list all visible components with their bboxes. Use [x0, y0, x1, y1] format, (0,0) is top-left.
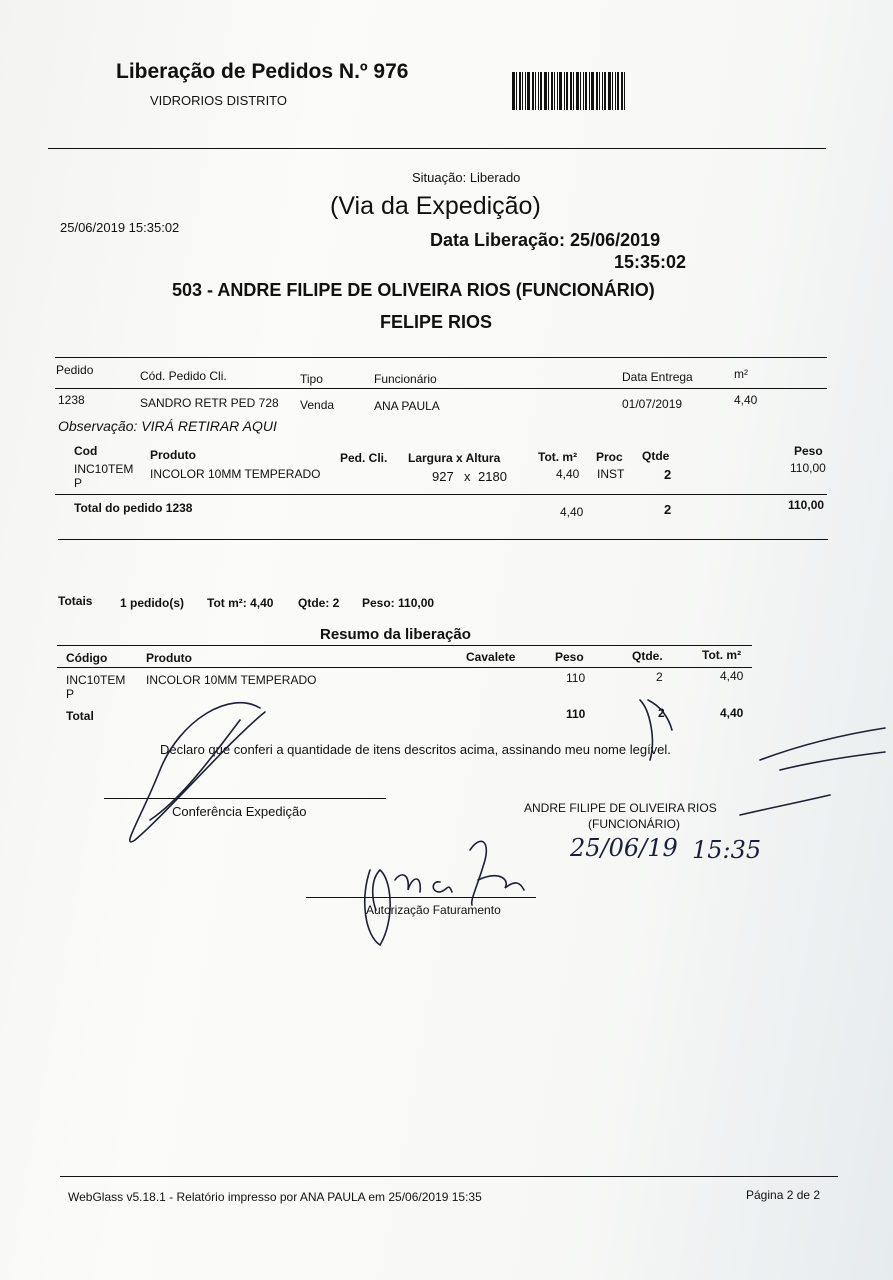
barcode-bar — [566, 72, 568, 110]
barcode-bar — [535, 72, 536, 110]
barcode-bar — [608, 72, 611, 110]
barcode — [512, 72, 628, 110]
summary-codigo: INC10TEM — [66, 673, 126, 687]
barcode-bar — [604, 72, 606, 110]
barcode-bar — [522, 72, 523, 110]
totals-label: Totais — [58, 594, 93, 608]
barcode-bar — [525, 72, 526, 110]
summary-total-totm2: 4,40 — [720, 706, 744, 720]
barcode-bar — [576, 72, 579, 110]
summary-header-divider — [57, 667, 752, 668]
signature-client-name: ANDRE FILIPE DE OLIVEIRA RIOS — [524, 801, 717, 815]
summary-codigo-cont: P — [66, 687, 75, 701]
conferencia-label: Conferência Expedição — [172, 804, 307, 819]
data-entrega-value: 01/07/2019 — [622, 397, 683, 411]
totals-m2: Tot m²: 4,40 — [207, 596, 274, 610]
item-peso: 110,00 — [790, 461, 826, 475]
barcode-bar — [612, 72, 613, 110]
cod-cli-label: Cód. Pedido Cli. — [140, 369, 227, 383]
barcode-bar — [573, 72, 574, 110]
printed-timestamp: 25/06/2019 15:35:02 — [60, 220, 180, 235]
barcode-bar — [527, 72, 530, 110]
summary-peso-header: Peso — [555, 650, 584, 664]
tipo-value: Venda — [300, 398, 335, 412]
item-cod: INC10TEM — [74, 462, 134, 476]
summary-top-divider — [57, 645, 752, 646]
summary-cavalete-header: Cavalete — [466, 650, 516, 664]
item-cod-cont: P — [74, 476, 83, 490]
signature-client-role: (FUNCIONÁRIO) — [588, 817, 680, 831]
m2-value: 4,40 — [734, 393, 758, 407]
summary-codigo-header: Código — [66, 651, 108, 665]
barcode-bar — [589, 72, 590, 110]
barcode-bar — [544, 72, 547, 110]
barcode-bar — [617, 72, 619, 110]
autorizacao-label: Autorização Faturamento — [366, 903, 501, 917]
item-largura: 927 — [432, 469, 454, 484]
barcode-bar — [599, 72, 600, 110]
barcode-bar — [551, 72, 553, 110]
summary-title: Resumo da liberação — [320, 626, 471, 643]
conferencia-signature-line — [104, 798, 386, 799]
barcode-bar — [564, 72, 565, 110]
status-text: Situação: Liberado — [412, 170, 521, 185]
barcode-bar — [557, 72, 558, 110]
items-cod-header: Cod — [74, 444, 98, 458]
item-proc: INST — [597, 467, 625, 481]
barcode-bar — [621, 72, 623, 110]
barcode-bar — [570, 72, 572, 110]
barcode-bar — [602, 72, 603, 110]
barcode-bar — [538, 72, 539, 110]
order-top-divider — [55, 357, 827, 358]
items-peso-header: Peso — [794, 444, 823, 458]
summary-qtde-header: Qtde. — [632, 649, 663, 663]
items-dimensions-header: Largura x Altura — [408, 451, 501, 465]
barcode-bar — [548, 72, 549, 110]
item-dimension-separator: x — [464, 469, 471, 484]
summary-total-label: Total — [66, 709, 94, 723]
order-total-label: Total do pedido 1238 — [74, 501, 193, 515]
release-time: 15:35:02 — [614, 252, 687, 272]
order-bottom-divider — [58, 539, 828, 540]
barcode-bar — [554, 72, 555, 110]
order-header-divider — [55, 388, 827, 389]
observation: Observação: VIRÁ RETIRAR AQUI — [58, 418, 277, 434]
handwritten-date: 25/06/19 — [570, 834, 678, 862]
page-number: Página 2 de 2 — [746, 1188, 821, 1202]
client-short-name: FELIPE RIOS — [380, 312, 493, 332]
autorizacao-signature-line — [306, 897, 536, 898]
footer-divider — [60, 1176, 838, 1177]
items-divider — [55, 494, 827, 495]
barcode-bar — [615, 72, 616, 110]
declaration-text: Declaro que conferi a quantidade de itens descritos acima, assinando meu nome legível. — [160, 742, 671, 757]
order-total-qtde: 2 — [664, 502, 672, 517]
barcode-bar — [583, 72, 584, 110]
summary-total-qtde: 2 — [658, 706, 665, 720]
totals-qtde: Qtde: 2 — [298, 596, 340, 610]
items-totm2-header: Tot. m² — [538, 450, 578, 464]
handwritten-time: 15:35 — [692, 836, 762, 864]
items-qtde-header: Qtde — [642, 449, 670, 463]
funcionario-label: Funcionário — [374, 372, 437, 386]
barcode-bar — [580, 72, 581, 110]
summary-peso: 110 — [566, 671, 586, 685]
item-totm2: 4,40 — [556, 467, 580, 481]
order-total-m2: 4,40 — [560, 505, 584, 519]
totals-peso: Peso: 110,00 — [362, 596, 435, 610]
barcode-bar — [540, 72, 542, 110]
summary-totm2: 4,40 — [720, 669, 744, 683]
order-total-peso: 110,00 — [788, 498, 825, 512]
summary-qtde: 2 — [656, 670, 663, 684]
barcode-bar — [532, 72, 534, 110]
totals-pedidos: 1 pedido(s) — [120, 596, 185, 610]
cod-cli-value: SANDRO RETR PED 728 — [140, 396, 279, 410]
copy-label: (Via da Expedição) — [330, 192, 541, 220]
summary-produto: INCOLOR 10MM TEMPERADO — [146, 673, 317, 687]
tipo-label: Tipo — [300, 372, 323, 386]
data-entrega-label: Data Entrega — [622, 370, 693, 384]
item-altura: 2180 — [478, 469, 507, 484]
barcode-bar — [591, 72, 594, 110]
document-title: Liberação de Pedidos N.º 976 — [116, 60, 409, 83]
barcode-bar — [624, 72, 625, 110]
summary-produto-header: Produto — [146, 651, 192, 665]
item-produto: INCOLOR 10MM TEMPERADO — [150, 467, 321, 481]
pedido-label: Pedido — [56, 363, 94, 377]
footer-text: WebGlass v5.18.1 - Relatório impresso por ANA PAULA em 25/06/2019 15:35 — [68, 1190, 482, 1204]
release-date: Data Liberação: 25/06/2019 — [430, 230, 661, 250]
barcode-bar — [596, 72, 598, 110]
barcode-bar — [519, 72, 521, 110]
company-name: VIDRORIOS DISTRITO — [150, 93, 287, 108]
barcode-bar — [512, 72, 515, 110]
summary-totm2-header: Tot. m² — [702, 648, 742, 662]
pedido-value: 1238 — [58, 393, 85, 407]
funcionario-value: ANA PAULA — [374, 399, 440, 413]
item-qtde: 2 — [664, 467, 672, 482]
m2-label: m² — [734, 367, 748, 381]
barcode-bar — [585, 72, 587, 110]
client-name: 503 - ANDRE FILIPE DE OLIVEIRA RIOS (FUNCIONÁRIO) — [172, 280, 655, 300]
summary-total-peso: 110 — [566, 707, 586, 721]
items-pedcli-header: Ped. Cli. — [340, 451, 388, 465]
barcode-bar — [516, 72, 517, 110]
items-produto-header: Produto — [150, 448, 196, 462]
header-divider — [48, 148, 826, 149]
barcode-bar — [559, 72, 562, 110]
items-proc-header: Proc — [596, 450, 623, 464]
